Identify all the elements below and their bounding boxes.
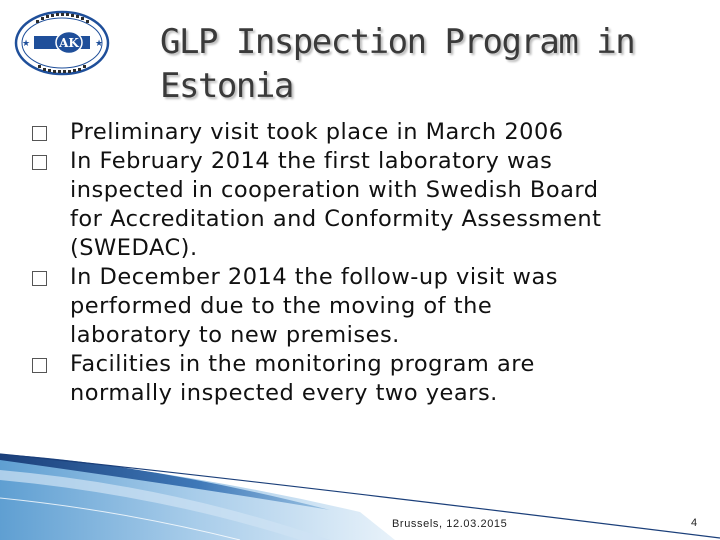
svg-text:★: ★ bbox=[95, 39, 104, 49]
title-line: GLP Inspection Program in bbox=[160, 22, 635, 62]
bullet-list bbox=[32, 118, 682, 408]
bullet-line: In December 2014 the follow-up visit was bbox=[70, 264, 558, 290]
logo-text: AK bbox=[59, 36, 79, 50]
bullet-line: performed due to the moving of the bbox=[70, 293, 493, 319]
accreditation-logo-icon bbox=[12, 8, 112, 78]
hollow-square-icon bbox=[32, 358, 47, 373]
bullet-item bbox=[32, 350, 682, 408]
slide-title bbox=[160, 20, 680, 108]
bullet-line: (SWEDAC). bbox=[70, 235, 198, 261]
bullet-item bbox=[32, 147, 682, 263]
hollow-square-icon bbox=[32, 155, 47, 170]
title-line: Estonia bbox=[160, 66, 293, 106]
svg-text:★: ★ bbox=[22, 39, 31, 49]
bullet-line: inspected in cooperation with Swedish Board bbox=[70, 177, 599, 203]
bullet-line: for Accreditation and Conformity Assessment bbox=[70, 206, 602, 232]
hollow-square-icon bbox=[32, 271, 47, 286]
hollow-square-icon bbox=[32, 126, 47, 141]
decorative-swoosh bbox=[0, 440, 720, 540]
bullet-line: Preliminary visit took place in March 2006 bbox=[70, 119, 564, 145]
bullet-line: laboratory to new premises. bbox=[70, 322, 400, 348]
page-number: 4 bbox=[691, 517, 698, 529]
bullet-line: Facilities in the monitoring program are bbox=[70, 351, 535, 377]
bullet-line: In February 2014 the first laboratory was bbox=[70, 148, 553, 174]
footer-date: Brussels, 12.03.2015 bbox=[392, 518, 508, 530]
bullet-line: normally inspected every two years. bbox=[70, 380, 498, 406]
bullet-item bbox=[32, 263, 682, 350]
bullet-item bbox=[32, 118, 682, 147]
